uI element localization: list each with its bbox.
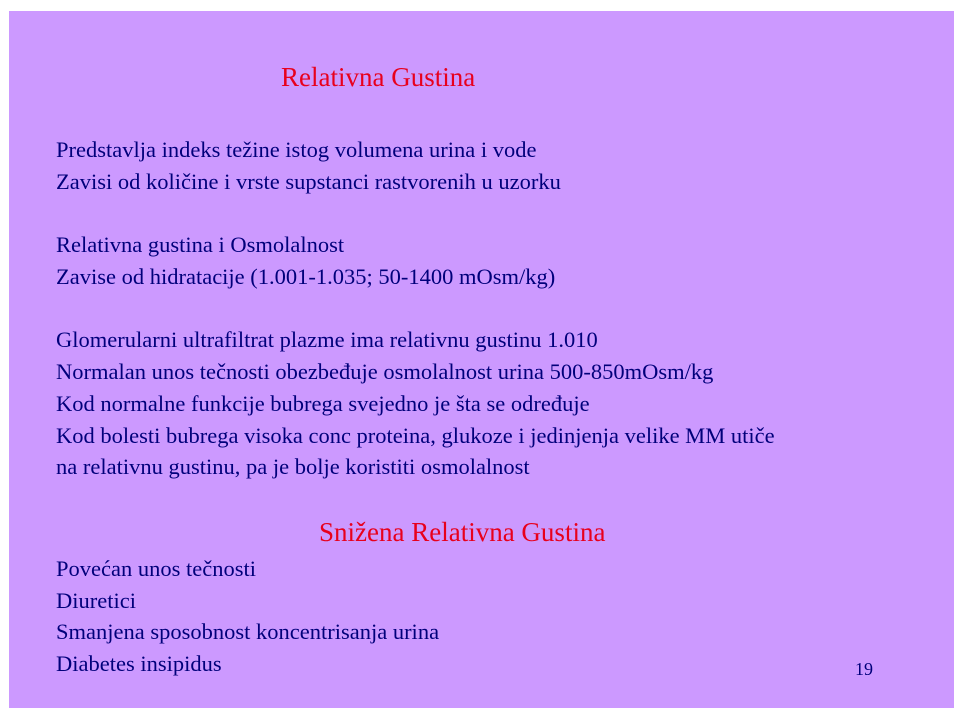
page-number: 19: [855, 659, 873, 679]
text-line: Normalan unos tečnosti obezbeđuje osmolalnost urina 500-850mOsm/kg: [56, 359, 714, 384]
slide-subtitle: Snižena Relativna Gustina: [319, 517, 606, 547]
text-line: Glomerularni ultrafiltrat plazme ima relativnu gustinu 1.010: [56, 327, 598, 352]
text-line: Povećan unos tečnosti: [56, 556, 256, 581]
text-line: na relativnu gustinu, pa je bolje koristiti osmolalnost: [56, 454, 530, 479]
text-line: Smanjena sposobnost koncentrisanja urina: [56, 619, 440, 644]
text-line: Zavisi od količine i vrste supstanci rastvorenih u uzorku: [56, 169, 561, 194]
text-line: Diabetes insipidus: [56, 651, 222, 676]
slide: [9, 11, 954, 708]
text-line: Kod normalne funkcije bubrega svejedno je šta se određuje: [56, 391, 590, 416]
text-line: Predstavlja indeks težine istog volumena urina i vode: [56, 137, 537, 162]
text-line: Relativna gustina i Osmolalnost: [56, 232, 345, 257]
slide-title: Relativna Gustina: [281, 62, 476, 92]
text-line: Diuretici: [56, 588, 136, 613]
text-line: Kod bolesti bubrega visoka conc proteina, glukoze i jedinjenja velike MM utiče: [56, 423, 775, 448]
text-line: Zavise od hidratacije (1.001-1.035; 50-1400 mOsm/kg): [56, 264, 556, 289]
